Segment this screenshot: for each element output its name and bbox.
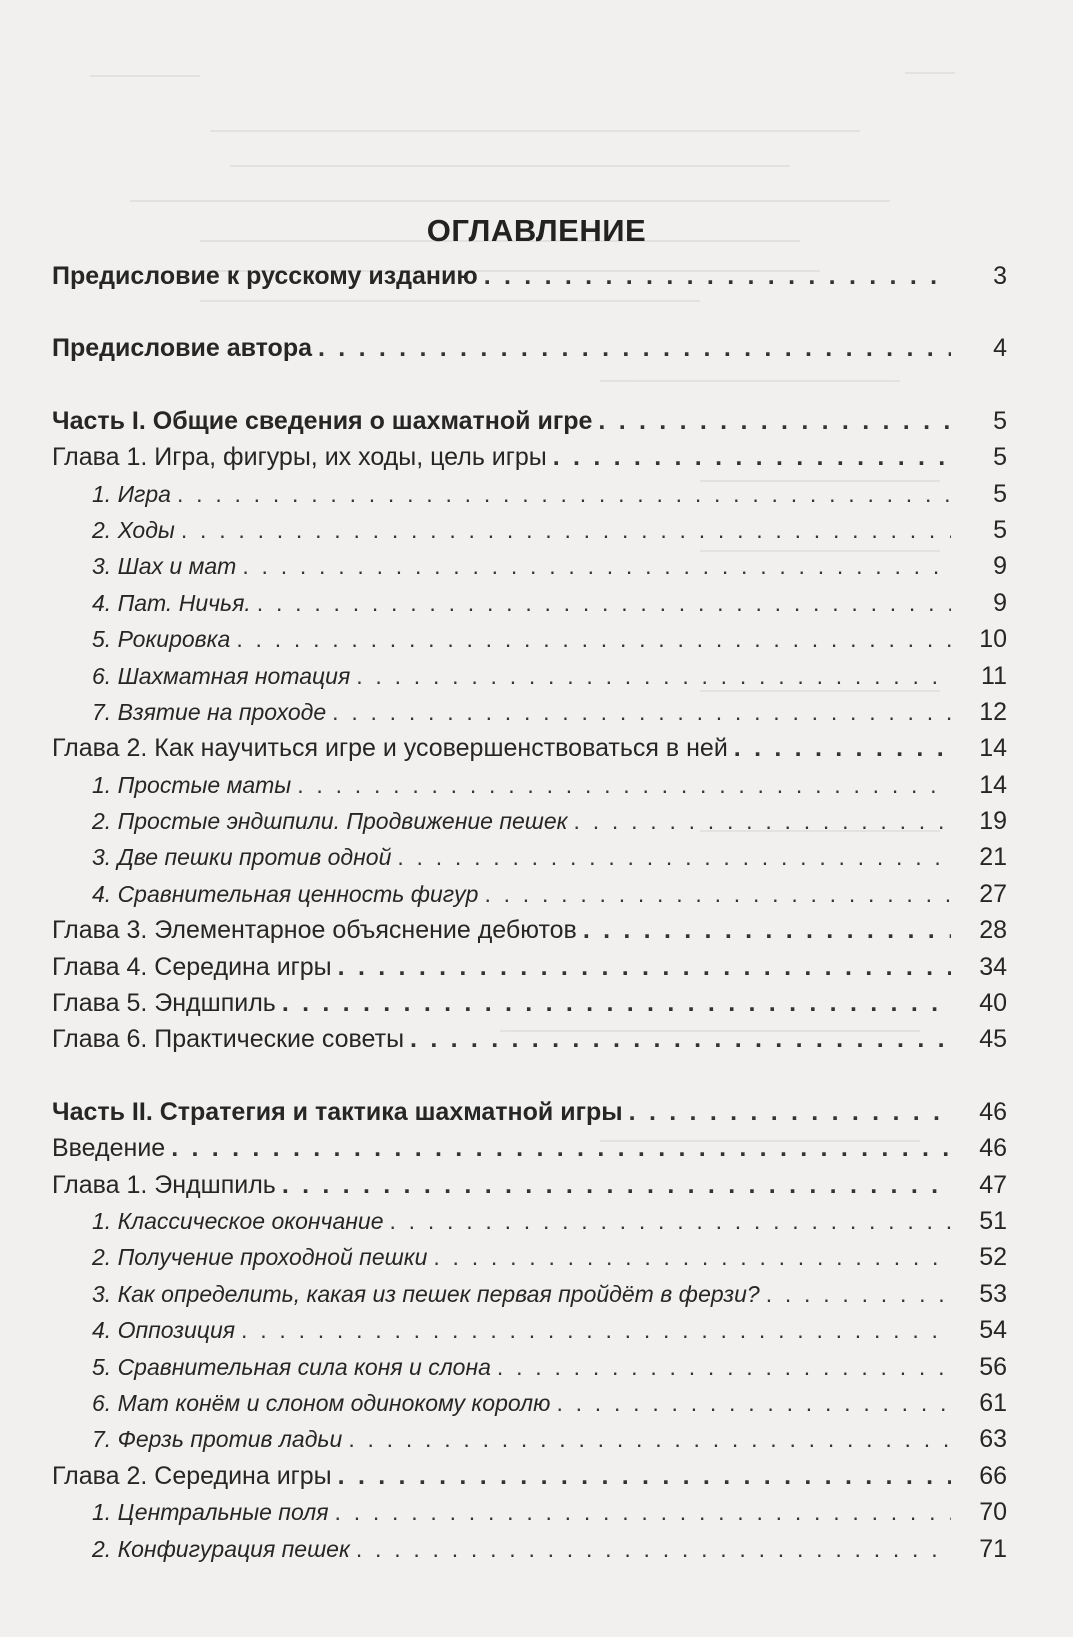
toc-page-number: 54 [979, 1316, 1007, 1345]
toc-page-number: 5 [993, 406, 1007, 435]
toc-entry[interactable] [52, 625, 1007, 661]
toc-entry-label: 7. Взятие на проходе [92, 698, 327, 725]
toc-entry-label: 5. Рокировка [92, 626, 231, 653]
dot-leader [556, 1390, 951, 1417]
toc-entry[interactable] [52, 1171, 1007, 1207]
dot-leader [236, 626, 951, 653]
dot-leader [318, 334, 951, 363]
dot-leader [297, 772, 951, 799]
toc-page-number: 70 [979, 1498, 1007, 1527]
toc-entry[interactable] [52, 1462, 1007, 1498]
toc-entry-label: 3. Как определить, какая из пешек первая пройдёт в ферзи? [92, 1280, 760, 1307]
dot-leader [241, 1317, 951, 1344]
toc-page-number: 46 [979, 1097, 1007, 1126]
toc-page-number: 56 [979, 1352, 1007, 1381]
toc-entry-label: 7. Ферзь против ладьи [92, 1426, 343, 1453]
toc-entry[interactable] [52, 880, 1007, 916]
toc-entry[interactable] [52, 1316, 1007, 1352]
toc-entry[interactable] [52, 989, 1007, 1025]
toc-entry-label: 3. Шах и мат [92, 553, 237, 580]
toc-entry-label: Глава 5. Эндшпиль [52, 989, 276, 1018]
toc-entry-label: Глава 6. Практические советы [52, 1025, 405, 1054]
toc-entry[interactable] [52, 698, 1007, 734]
toc-page-number: 14 [979, 734, 1007, 763]
toc-entry-label: Часть II. Стратегия и тактика шахматной игры [52, 1097, 623, 1126]
toc-page-number: 27 [979, 879, 1007, 908]
toc-page-number: 46 [979, 1134, 1007, 1163]
toc-heading: ОГЛАВЛЕНИЕ [426, 213, 647, 248]
toc-page-number: 34 [979, 952, 1007, 981]
toc-entry-label: Глава 3. Элементарное объяснение дебютов [52, 916, 577, 945]
toc-entry[interactable] [52, 662, 1007, 698]
dot-leader [282, 1171, 951, 1200]
toc-entry[interactable] [52, 516, 1007, 552]
dot-leader [484, 262, 951, 291]
dot-leader [335, 1499, 951, 1526]
toc-entry-label: 2. Конфигурация пешек [92, 1535, 350, 1562]
toc-entry[interactable] [52, 1098, 1007, 1134]
toc-page-number: 14 [979, 770, 1007, 799]
toc-entry-label: 2. Простые эндшпили. Продвижение пешек [92, 808, 568, 835]
toc-entry[interactable] [52, 1243, 1007, 1279]
toc-page-number: 47 [979, 1170, 1007, 1199]
toc-page-number: 40 [979, 989, 1007, 1018]
dot-leader [629, 1098, 951, 1127]
toc-page-number: 53 [979, 1279, 1007, 1308]
toc-page-number: 4 [993, 334, 1007, 363]
toc-entry-label: 4. Пат. Ничья. [92, 589, 251, 616]
toc-page-number: 9 [993, 588, 1007, 617]
toc-page-number: 9 [993, 552, 1007, 581]
toc-entry-label: 1. Простые маты [92, 771, 292, 798]
toc-entry[interactable] [52, 407, 1007, 443]
toc-entry[interactable] [52, 1207, 1007, 1243]
toc-entry-label: Предисловие к русскому изданию [52, 262, 478, 290]
dot-leader [598, 407, 951, 436]
toc-entry-label: Введение [52, 1134, 166, 1163]
toc-entry[interactable] [52, 480, 1007, 516]
toc-page-number: 10 [979, 625, 1007, 654]
toc-entry-label: Глава 2. Как научиться игре и усовершенствоваться в ней [52, 734, 728, 763]
toc-entry[interactable] [52, 734, 1007, 770]
dot-leader [177, 481, 951, 508]
toc-entry[interactable] [52, 1134, 1007, 1170]
toc-entry-label: Часть I. Общие сведения о шахматной игре [52, 406, 593, 435]
toc-entry[interactable] [52, 807, 1007, 843]
toc-page-number: 71 [979, 1534, 1007, 1563]
table-of-contents [52, 262, 1007, 1571]
toc-entry[interactable] [52, 1535, 1007, 1571]
dot-leader [734, 734, 951, 763]
toc-entry[interactable] [52, 334, 1007, 370]
toc-entry[interactable] [52, 916, 1007, 952]
dot-leader [766, 1281, 951, 1308]
toc-entry-label: 4. Оппозиция [92, 1317, 236, 1344]
toc-entry[interactable] [52, 771, 1007, 807]
dot-leader [171, 1134, 951, 1163]
toc-entry[interactable] [52, 1280, 1007, 1316]
toc-entry[interactable] [52, 1498, 1007, 1534]
toc-entry-label: 6. Шахматная нотация [92, 662, 351, 689]
dot-leader [356, 663, 951, 690]
toc-entry-label: 1. Центральные поля [92, 1499, 329, 1526]
toc-page-number: 52 [979, 1243, 1007, 1272]
toc-entry-label: 2. Ходы [92, 516, 175, 543]
dot-leader [484, 881, 951, 908]
dot-leader [348, 1426, 951, 1453]
dot-leader [356, 1536, 951, 1563]
toc-entry[interactable] [52, 443, 1007, 479]
dot-leader [497, 1354, 951, 1381]
dot-leader [181, 517, 951, 544]
toc-entry-label: 6. Мат конём и слоном одинокому королю [92, 1389, 551, 1416]
dot-leader [410, 1025, 951, 1054]
toc-page-number: 63 [979, 1425, 1007, 1454]
dot-leader [242, 553, 951, 580]
toc-page-number: 3 [993, 262, 1007, 290]
toc-entry-label: 5. Сравнительная сила коня и слона [92, 1353, 491, 1380]
toc-entry-label: 2. Получение проходной пешки [92, 1244, 428, 1271]
toc-entry-label: 3. Две пешки против одной [92, 844, 392, 871]
dot-leader [553, 443, 951, 472]
dot-leader [433, 1244, 951, 1271]
toc-entry[interactable] [52, 843, 1007, 879]
toc-page-number: 5 [993, 479, 1007, 508]
toc-entry-label: 4. Сравнительная ценность фигур [92, 880, 479, 907]
dot-leader [338, 953, 951, 982]
dot-leader [390, 1208, 952, 1235]
toc-entry[interactable] [52, 552, 1007, 588]
toc-entry-label: Предисловие автора [52, 334, 312, 363]
toc-page-number: 21 [979, 843, 1007, 872]
toc-entry-label: Глава 2. Середина игры [52, 1461, 332, 1490]
toc-entry[interactable] [52, 1025, 1007, 1061]
toc-page-number: 12 [979, 697, 1007, 726]
toc-page-number: 5 [993, 515, 1007, 544]
toc-entry[interactable] [52, 589, 1007, 625]
toc-page-number: 28 [979, 916, 1007, 945]
toc-entry-label: Глава 4. Середина игры [52, 952, 332, 981]
toc-page-number: 19 [979, 807, 1007, 836]
toc-page-number: 66 [979, 1461, 1007, 1490]
dot-leader [332, 699, 951, 726]
toc-page-number: 61 [979, 1388, 1007, 1417]
toc-page-number: 45 [979, 1025, 1007, 1054]
toc-entry[interactable] [52, 953, 1007, 989]
toc-entry-label: 1. Игра [92, 480, 171, 507]
dot-leader [257, 590, 951, 617]
toc-entry[interactable] [52, 1353, 1007, 1389]
toc-page-number: 51 [979, 1206, 1007, 1235]
toc-entry-label: Глава 1. Игра, фигуры, их ходы, цель игры [52, 443, 547, 472]
dot-leader [282, 989, 951, 1018]
toc-page-number: 11 [981, 661, 1007, 690]
toc-entry-label: 1. Классическое окончание [92, 1207, 384, 1234]
toc-page-number: 5 [993, 443, 1007, 472]
toc-entry[interactable] [52, 1425, 1007, 1461]
toc-entry[interactable] [52, 1389, 1007, 1425]
dot-leader [397, 844, 951, 871]
toc-entry[interactable] [52, 262, 1007, 298]
dot-leader [338, 1462, 951, 1491]
dot-leader [574, 808, 951, 835]
toc-entry-label: Глава 1. Эндшпиль [52, 1170, 276, 1199]
dot-leader [583, 916, 951, 945]
